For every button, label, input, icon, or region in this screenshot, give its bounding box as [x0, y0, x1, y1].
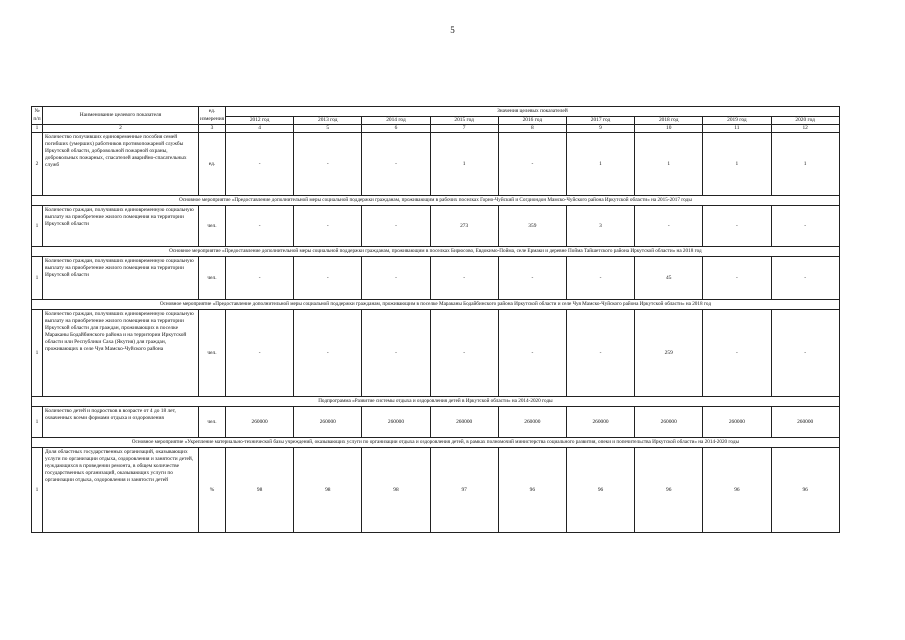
- value-cell: -: [771, 257, 839, 300]
- unit-cell: чел.: [199, 407, 226, 438]
- column-number: 12: [771, 125, 839, 133]
- column-number: 5: [294, 125, 362, 133]
- table-row: [32, 257, 840, 300]
- value-cell: 273: [430, 206, 498, 247]
- value-cell: -: [226, 257, 294, 300]
- value-cell: -: [362, 206, 430, 247]
- value-cell: 260000: [362, 407, 430, 438]
- header-unit: ед. измерения: [199, 107, 226, 125]
- section-row: [32, 247, 840, 257]
- indicator-name: Количество граждан, получивших единовременную социальную выплату на приобретение жилого помещения на территории Иркутской области для граждан, проживающих в поселке Мараканы Бодайбинского района и на территории Иркутской области или Республики Саха (Якутия) для граждан, проживающих в селе Чуя Мамско-Чуйского района: [43, 310, 199, 397]
- indicators-table: [31, 106, 840, 533]
- section-title: Основное мероприятие «Укрепление материально-технической базы учреждений, оказывающих услуги по организации отдыха и оздоровления детей, в рамках полномочий министерства социального развития, опеки и попечительства Иркутской области» на 2014-2020 годы: [32, 438, 840, 448]
- column-number: 1: [32, 125, 43, 133]
- value-cell: -: [294, 206, 362, 247]
- value-cell: -: [294, 257, 362, 300]
- value-cell: 260000: [226, 407, 294, 438]
- row-number: 1: [32, 448, 43, 533]
- value-cell: 260000: [771, 407, 839, 438]
- value-cell: 1: [635, 133, 703, 196]
- value-cell: -: [498, 257, 566, 300]
- value-cell: -: [226, 310, 294, 397]
- value-cell: 1: [430, 133, 498, 196]
- section-row: [32, 438, 840, 448]
- value-cell: 260000: [566, 407, 634, 438]
- section-title: Основное мероприятие «Предоставление дополнительной меры социальной поддержки гражданам, проживающим в рабочих поселках Горно-Чуйский и Согдиондон Мамско-Чуйского района Иркутской области» на 2015-2017 годы: [32, 196, 840, 206]
- header-name: Наименование целевого показателя: [43, 107, 199, 125]
- indicator-name: Количество граждан, получивших единовременную социальную выплату на приобретение жилого помещения на территории Иркутской области: [43, 206, 199, 247]
- unit-cell: ед.: [199, 133, 226, 196]
- value-cell: -: [362, 257, 430, 300]
- value-cell: -: [498, 310, 566, 397]
- value-cell: 1: [703, 133, 771, 196]
- section-row: [32, 397, 840, 407]
- header-year: 2018 год: [635, 117, 703, 125]
- value-cell: 3: [566, 206, 634, 247]
- row-number: 1: [32, 257, 43, 300]
- value-cell: -: [294, 310, 362, 397]
- value-cell: 260000: [430, 407, 498, 438]
- unit-cell: чел.: [199, 257, 226, 300]
- column-number: 2: [43, 125, 199, 133]
- value-cell: -: [703, 206, 771, 247]
- indicator-name: Доля областных государственных организаций, оказывающих услуги по организации отдыха, оздоровления и занятости детей, нуждающихся в проведении ремонта, в общем количестве государственных организаций, оказывающих услуги по организации отдыха, оздоровления и занятости детей: [43, 448, 199, 533]
- indicator-name: Количество детей и подростков в возрасте от 4 до 18 лет, охваченных всеми формами отдыха и оздоровления: [43, 407, 199, 438]
- value-cell: 98: [362, 448, 430, 533]
- value-cell: -: [566, 310, 634, 397]
- table-row: [32, 407, 840, 438]
- value-cell: -: [635, 206, 703, 247]
- header-num: № п/п: [32, 107, 43, 125]
- section-title: Подпрограмма «Развитие системы отдыха и оздоровления детей в Иркутской области» на 2014-2020 годы: [32, 397, 840, 407]
- row-number: 1: [32, 407, 43, 438]
- header-year: 2012 год: [226, 117, 294, 125]
- value-cell: -: [226, 206, 294, 247]
- table-row: [32, 133, 840, 196]
- header-year: 2013 год: [294, 117, 362, 125]
- unit-cell: чел.: [199, 310, 226, 397]
- indicator-name: Количество получивших единовременные пособия семей погибших (умерших) работников противопожарной службы Иркутской области, добровольной пожарной охраны, добровольных пожарных, спасателей аварийно-спасательных служб: [43, 133, 199, 196]
- table-row: [32, 448, 840, 533]
- value-cell: -: [294, 133, 362, 196]
- value-cell: -: [362, 310, 430, 397]
- column-number: 11: [703, 125, 771, 133]
- value-cell: 260000: [498, 407, 566, 438]
- value-cell: 98: [294, 448, 362, 533]
- column-number: 9: [566, 125, 634, 133]
- table-row: [32, 310, 840, 397]
- value-cell: -: [226, 133, 294, 196]
- column-number: 4: [226, 125, 294, 133]
- value-cell: 96: [566, 448, 634, 533]
- header-year: 2019 год: [703, 117, 771, 125]
- unit-cell: чел.: [199, 206, 226, 247]
- value-cell: 359: [498, 206, 566, 247]
- value-cell: -: [430, 310, 498, 397]
- value-cell: 260000: [703, 407, 771, 438]
- value-cell: 259: [635, 310, 703, 397]
- page-number: 5: [450, 25, 455, 35]
- column-number: 10: [635, 125, 703, 133]
- header-year: 2016 год: [498, 117, 566, 125]
- value-cell: 97: [430, 448, 498, 533]
- value-cell: -: [703, 310, 771, 397]
- value-cell: 45: [635, 257, 703, 300]
- value-cell: -: [703, 257, 771, 300]
- value-cell: 96: [498, 448, 566, 533]
- header-year: 2014 год: [362, 117, 430, 125]
- row-number: 1: [32, 310, 43, 397]
- header-year: 2020 год: [771, 117, 839, 125]
- header-values-title: Значения целевых показателей: [226, 107, 840, 117]
- value-cell: -: [430, 257, 498, 300]
- value-cell: -: [771, 206, 839, 247]
- row-number: 1: [32, 206, 43, 247]
- value-cell: 96: [771, 448, 839, 533]
- value-cell: -: [566, 257, 634, 300]
- indicator-name: Количество граждан, получивших единовременную социальную выплату на приобретение жилого помещения на территории Иркутской области: [43, 257, 199, 300]
- value-cell: 98: [226, 448, 294, 533]
- header-year: 2015 год: [430, 117, 498, 125]
- value-cell: -: [362, 133, 430, 196]
- unit-cell: %: [199, 448, 226, 533]
- section-title: Основное мероприятие «Предоставление дополнительной меры социальной поддержки гражданам, проживающим в поселке Мараканы Бодайбинского района Иркутской области и селе Чуя Мамско-Чуйского района Иркутской области» на 2018 год: [32, 300, 840, 310]
- section-row: [32, 300, 840, 310]
- section-row: [32, 196, 840, 206]
- value-cell: 96: [703, 448, 771, 533]
- value-cell: 260000: [635, 407, 703, 438]
- value-cell: 96: [635, 448, 703, 533]
- column-number: 3: [199, 125, 226, 133]
- value-cell: 1: [566, 133, 634, 196]
- value-cell: -: [771, 310, 839, 397]
- header-year: 2017 год: [566, 117, 634, 125]
- value-cell: 260000: [294, 407, 362, 438]
- section-title: Основное мероприятие «Предоставление дополнительной меры социальной поддержки гражданам, проживающим в поселках Бирюсово, Евдокимо-Пойма, селе Ермаки и деревне Пойма Тайшетского района Иркутской области» на 2018 год: [32, 247, 840, 257]
- table-row: [32, 206, 840, 247]
- column-number: 8: [498, 125, 566, 133]
- value-cell: 1: [771, 133, 839, 196]
- column-number: 7: [430, 125, 498, 133]
- column-number: 6: [362, 125, 430, 133]
- row-number: 2: [32, 133, 43, 196]
- value-cell: -: [498, 133, 566, 196]
